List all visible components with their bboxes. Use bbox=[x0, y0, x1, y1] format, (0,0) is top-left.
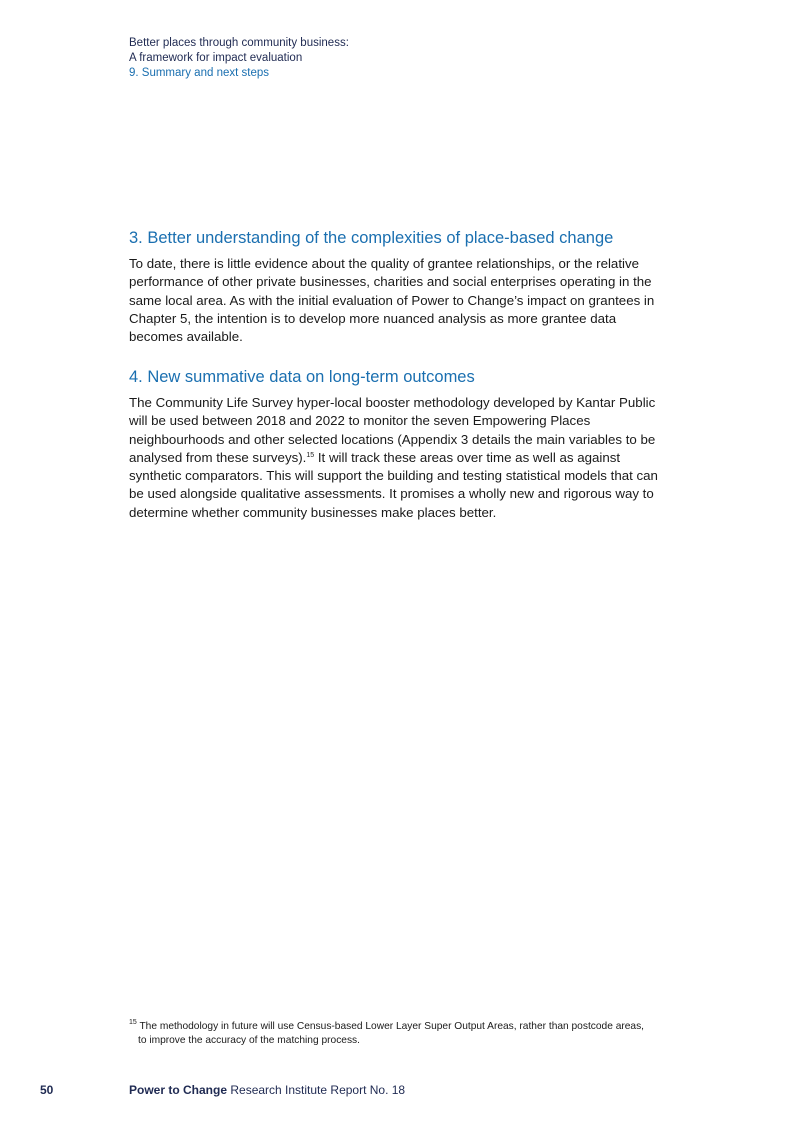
section-3-body: To date, there is little evidence about the quality of grantee relationships, or the relative performance of other private businesses, charities and social enterprises operating in the same local area. As with the initial evaluation of Power to Change’s impact on grantees in Chapter 5, the intention is to develop more nuanced analysis as more grantee data becomes available. bbox=[129, 256, 655, 345]
footnote-reference-15[interactable]: 15 bbox=[306, 451, 315, 459]
document-title-line-1: Better places through community business: bbox=[129, 37, 349, 49]
brand-name: Power to Change bbox=[129, 1083, 228, 1097]
section-4-heading: 4. New summative data on long-term outcomes bbox=[129, 368, 475, 386]
section-4-body-part-2: It will track these areas over time as well as against synthetic comparators. This will support the building and testing statistical models that can be used alongside qualitative assessments. It promises a wholly new and rigorous way to determine whether community businesses make places better. bbox=[129, 449, 658, 520]
footnote-text: The methodology in future will use Census-based Lower Layer Super Output Areas, rather than postcode areas, to improve the accuracy of the matching process. bbox=[136, 1021, 645, 1046]
footnote-15 bbox=[129, 1020, 649, 1048]
chapter-title: 9. Summary and next steps bbox=[129, 67, 269, 79]
section-4-body-part-1: The Community Life Survey hyper-local booster methodology developed by Kantar Public will be used between 2018 and 2022 to monitor the seven Empowering Places neighbourhoods and other selected locations (Appendix 3 details the main variables to be analysed from these surveys). bbox=[129, 395, 656, 465]
footnote-body bbox=[129, 1020, 649, 1048]
report-title bbox=[129, 1083, 405, 1097]
running-header bbox=[129, 36, 349, 81]
footnote-marker: 15 bbox=[129, 1019, 137, 1026]
section-3-heading: 3. Better understanding of the complexities of place-based change bbox=[129, 229, 614, 247]
section-4-body bbox=[129, 394, 659, 522]
section-3 bbox=[129, 227, 659, 346]
document-title-line-2: A framework for impact evaluation bbox=[129, 52, 303, 64]
section-4 bbox=[129, 366, 659, 522]
report-series: Research Institute Report No. 18 bbox=[227, 1083, 406, 1097]
page-number: 50 bbox=[40, 1083, 54, 1097]
